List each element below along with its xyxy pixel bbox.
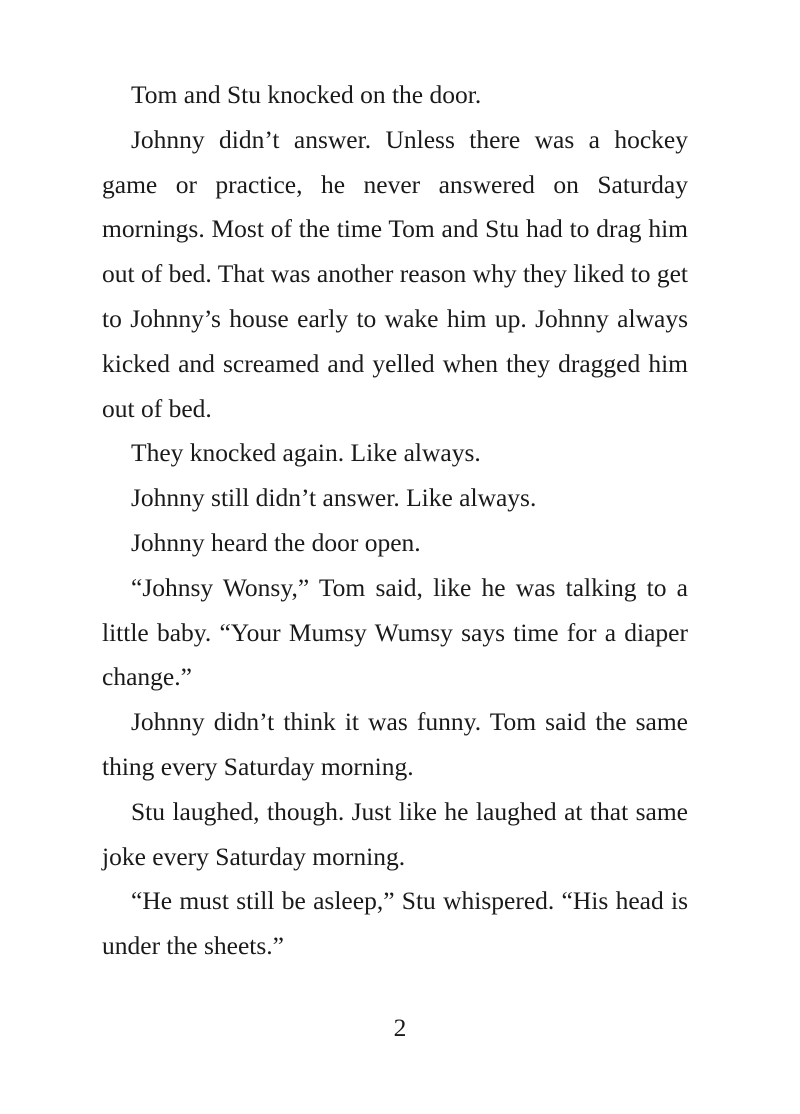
paragraph: Tom and Stu knocked on the door. xyxy=(131,80,482,109)
paragraph: Johnny didn’t think it was funny. Tom said the same thing every Saturday morning. xyxy=(102,707,688,781)
page-number: 2 xyxy=(393,1013,407,1042)
paragraph: They knocked again. Like always. xyxy=(131,438,481,468)
paragraph: Johnny didn’t answer. Unless there was a hockey game or practice, he never answered on Saturday mornings. Most of the time Tom and Stu had to drag him out of bed. That was another reason why they liked to get to Johnny’s house early to wake him up. Johnny always kicked and screamed and yelled when they dragged him out of bed. xyxy=(102,124,688,423)
page-body xyxy=(102,73,688,969)
paragraph: “He must still be asleep,” Stu whispered. “His head is under the sheets.” xyxy=(102,886,688,961)
paragraph: Johnny still didn’t answer. Like always. xyxy=(131,483,537,513)
paragraph: Johnny heard the door open. xyxy=(131,527,421,557)
paragraph: “Johnsy Wonsy,” Tom said, like he was talking to a little baby. “Your Mumsy Wumsy says time for a diaper change.” xyxy=(102,572,688,692)
paragraph: Stu laughed, though. Just like he laughed at that same joke every Saturday morning. xyxy=(102,796,688,871)
